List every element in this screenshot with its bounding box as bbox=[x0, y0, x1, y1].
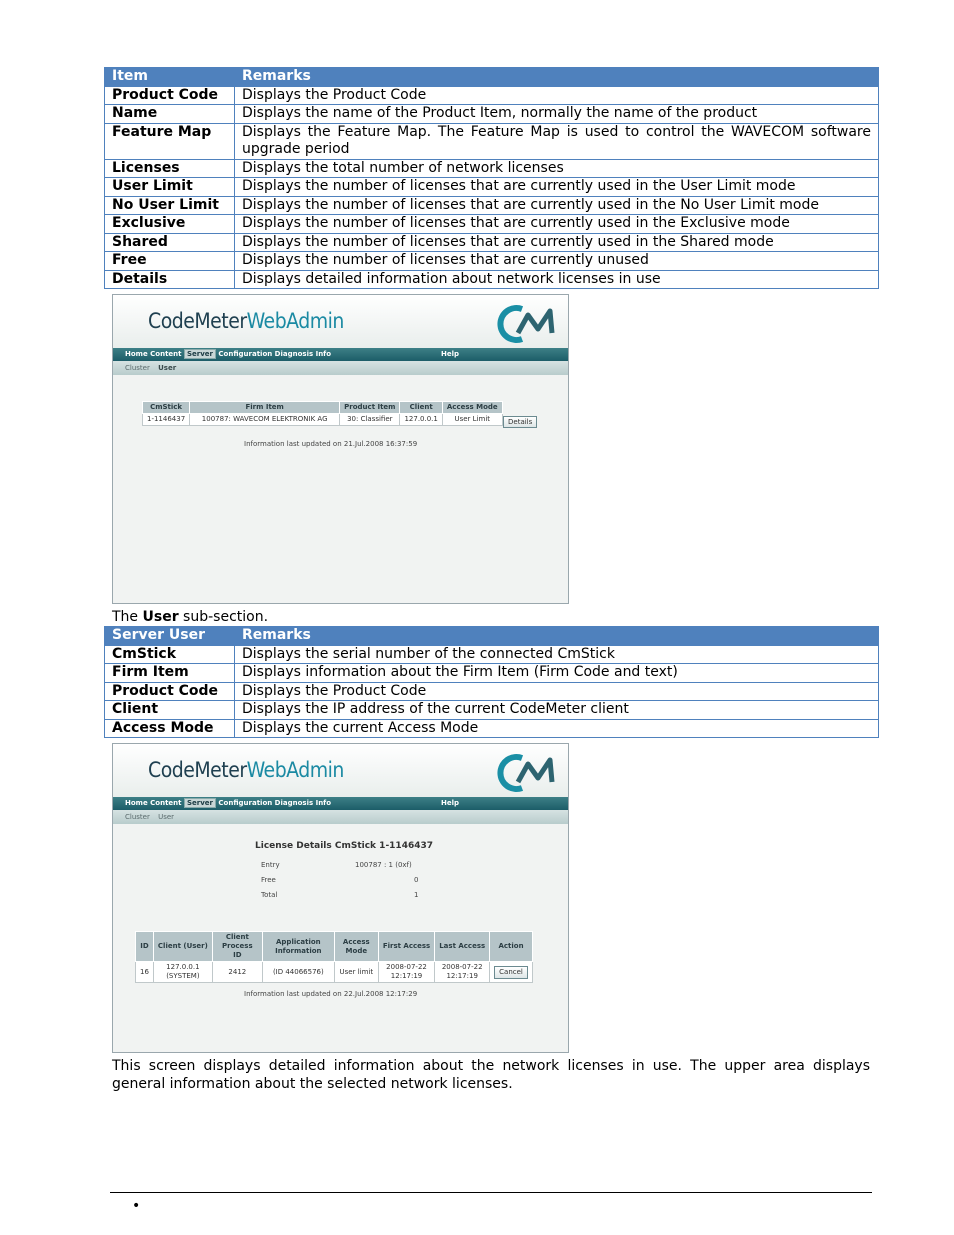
total-label: Total bbox=[261, 891, 278, 899]
remarks-cell: Displays the name of the Product Item, normally the name of the product bbox=[235, 105, 879, 124]
table-row bbox=[105, 682, 879, 701]
table-row bbox=[105, 701, 879, 720]
nav-help[interactable]: Help bbox=[441, 799, 460, 807]
remarks-cell: Displays the total number of network licenses bbox=[235, 159, 879, 178]
subnav-cluster[interactable]: Cluster bbox=[125, 364, 150, 372]
column-header: Access Mode bbox=[442, 402, 502, 414]
first-access-cell: 2008-07-22 12:17:19 bbox=[378, 962, 434, 983]
item-remarks-table bbox=[104, 67, 879, 289]
codemeter-logo: CodeMeterWebAdmin bbox=[148, 758, 344, 782]
table-row bbox=[105, 270, 879, 289]
access-mode-cell: User limit bbox=[334, 962, 378, 983]
table-row bbox=[105, 105, 879, 124]
remarks-cell: Displays the serial number of the connected CmStick bbox=[235, 645, 879, 664]
nav-home[interactable]: Home bbox=[125, 799, 148, 807]
license-details-title: License Details CmStick 1-1146437 bbox=[255, 841, 434, 851]
table-row bbox=[136, 962, 533, 983]
table-row bbox=[105, 215, 879, 234]
column-header-server-user: Server User bbox=[105, 627, 235, 646]
table-row bbox=[105, 719, 879, 738]
item-cell: User Limit bbox=[105, 178, 235, 197]
product-item-cell: 30: Classifier bbox=[340, 414, 400, 426]
nav-configuration[interactable]: Configuration bbox=[218, 350, 273, 358]
table-row bbox=[105, 123, 879, 159]
item-cell: Exclusive bbox=[105, 215, 235, 234]
item-cell: Feature Map bbox=[105, 123, 235, 159]
main-nav bbox=[113, 797, 568, 810]
nav-home[interactable]: Home bbox=[125, 350, 148, 358]
free-label: Free bbox=[261, 876, 276, 884]
nav-diagnosis[interactable]: Diagnosis bbox=[274, 799, 314, 807]
remarks-cell: Displays the IP address of the current CodeMeter client bbox=[235, 701, 879, 720]
client-cell: 127.0.0.1 bbox=[400, 414, 442, 426]
remarks-cell: Displays the number of licenses that are currently unused bbox=[235, 252, 879, 271]
main-nav bbox=[113, 348, 568, 361]
subnav-user[interactable]: User bbox=[158, 813, 175, 821]
sub-nav bbox=[113, 361, 568, 375]
server-user-table bbox=[104, 626, 879, 738]
nav-content[interactable]: Content bbox=[150, 799, 182, 807]
remarks-cell: Displays the number of licenses that are currently used in the No User Limit mode bbox=[235, 196, 879, 215]
table-row bbox=[105, 664, 879, 683]
table-header-row bbox=[136, 932, 533, 962]
remarks-cell: Displays the Feature Map. The Feature Map is used to control the WAVECOM software upgrade period bbox=[235, 123, 879, 159]
webadmin-user-screenshot bbox=[112, 294, 569, 604]
remarks-cell: Displays the number of licenses that are currently used in the Exclusive mode bbox=[235, 215, 879, 234]
subnav-user[interactable]: User bbox=[158, 364, 177, 372]
item-cell: Product Code bbox=[105, 682, 235, 701]
action-cell bbox=[490, 962, 533, 983]
last-updated-text: Information last updated on 21.Jul.2008 16:37:59 bbox=[244, 440, 418, 448]
nav-help[interactable]: Help bbox=[441, 350, 460, 358]
column-header: Firm Item bbox=[190, 402, 340, 414]
table-row bbox=[105, 86, 879, 105]
remarks-cell: Displays detailed information about network licenses in use bbox=[235, 270, 879, 289]
nav-server[interactable]: Server bbox=[184, 798, 216, 808]
table-header-row bbox=[143, 402, 503, 414]
column-header-remarks: Remarks bbox=[235, 68, 879, 87]
nav-diagnosis[interactable]: Diagnosis bbox=[274, 350, 314, 358]
column-header-item: Item bbox=[105, 68, 235, 87]
remarks-cell: Displays the Product Code bbox=[235, 86, 879, 105]
column-header: Client (User) bbox=[153, 932, 212, 962]
item-cell: Name bbox=[105, 105, 235, 124]
table-row bbox=[143, 414, 503, 426]
table-header-row bbox=[105, 627, 879, 646]
firm-item-cell: 100787: WAVECOM ELEKTRONIK AG bbox=[190, 414, 340, 426]
table-row bbox=[105, 645, 879, 664]
webadmin-header bbox=[113, 295, 568, 348]
column-header: Access Mode bbox=[334, 932, 378, 962]
cm-logo-icon bbox=[496, 303, 558, 345]
item-cell: Licenses bbox=[105, 159, 235, 178]
table-row bbox=[105, 196, 879, 215]
user-caption: The User sub-section. bbox=[112, 609, 269, 625]
item-cell: Shared bbox=[105, 233, 235, 252]
item-cell: Firm Item bbox=[105, 664, 235, 683]
remarks-cell: Displays information about the Firm Item (Firm Code and text) bbox=[235, 664, 879, 683]
column-header: Client Process ID bbox=[212, 932, 262, 962]
column-header: ID bbox=[136, 932, 154, 962]
id-cell: 16 bbox=[136, 962, 154, 983]
remarks-cell: Displays the number of licenses that are currently used in the User Limit mode bbox=[235, 178, 879, 197]
column-header: First Access bbox=[378, 932, 434, 962]
item-cell: Access Mode bbox=[105, 719, 235, 738]
column-header-remarks: Remarks bbox=[235, 627, 879, 646]
webadmin-license-details-screenshot bbox=[112, 743, 569, 1053]
user-table bbox=[142, 401, 503, 426]
free-value: 0 bbox=[414, 876, 419, 884]
last-updated-text: Information last updated on 22.Jul.2008 12:17:29 bbox=[244, 990, 418, 998]
total-value: 1 bbox=[414, 891, 419, 899]
nav-info[interactable]: Info bbox=[315, 350, 332, 358]
process-id-cell: 2412 bbox=[212, 962, 262, 983]
nav-info[interactable]: Info bbox=[315, 799, 332, 807]
remarks-cell: Displays the number of licenses that are currently used in the Shared mode bbox=[235, 233, 879, 252]
item-cell: Details bbox=[105, 270, 235, 289]
subnav-cluster[interactable]: Cluster bbox=[125, 813, 150, 821]
column-header: Action bbox=[490, 932, 533, 962]
footer-bullet: • bbox=[132, 1198, 141, 1214]
nav-server[interactable]: Server bbox=[184, 349, 216, 359]
item-cell: Client bbox=[105, 701, 235, 720]
webadmin-header bbox=[113, 744, 568, 797]
license-usage-table bbox=[135, 931, 533, 983]
column-header: Application Information bbox=[262, 932, 334, 962]
cmstick-cell: 1-1146437 bbox=[143, 414, 190, 426]
column-header: Product Item bbox=[340, 402, 400, 414]
nav-content[interactable]: Content bbox=[150, 350, 182, 358]
remarks-cell: Displays the current Access Mode bbox=[235, 719, 879, 738]
remarks-cell: Displays the Product Code bbox=[235, 682, 879, 701]
item-cell: Free bbox=[105, 252, 235, 271]
cancel-button[interactable]: Cancel bbox=[494, 966, 528, 979]
item-cell: No User Limit bbox=[105, 196, 235, 215]
details-button[interactable]: Details bbox=[503, 416, 537, 428]
nav-configuration[interactable]: Configuration bbox=[218, 799, 273, 807]
column-header: Client bbox=[400, 402, 442, 414]
entry-label: Entry bbox=[261, 861, 280, 869]
table-row bbox=[105, 178, 879, 197]
access-mode-cell: User Limit bbox=[442, 414, 502, 426]
column-header: Last Access bbox=[435, 932, 490, 962]
table-header-row bbox=[105, 68, 879, 87]
application-cell: (ID 44066576) bbox=[262, 962, 334, 983]
entry-value: 100787 : 1 (0xf) bbox=[355, 861, 412, 869]
description-paragraph: This screen displays detailed information about the network licenses in use. The upper area displays general information about the selected network licenses. bbox=[112, 1058, 870, 1092]
column-header: CmStick bbox=[143, 402, 190, 414]
client-cell: 127.0.0.1 (SYSTEM) bbox=[153, 962, 212, 983]
footer-divider bbox=[110, 1192, 872, 1193]
cm-logo-icon bbox=[496, 752, 558, 794]
item-cell: Product Code bbox=[105, 86, 235, 105]
table-row bbox=[105, 252, 879, 271]
item-cell: CmStick bbox=[105, 645, 235, 664]
table-row bbox=[105, 233, 879, 252]
last-access-cell: 2008-07-22 12:17:19 bbox=[435, 962, 490, 983]
codemeter-logo: CodeMeterWebAdmin bbox=[148, 309, 344, 333]
sub-nav bbox=[113, 810, 568, 824]
table-row bbox=[105, 159, 879, 178]
